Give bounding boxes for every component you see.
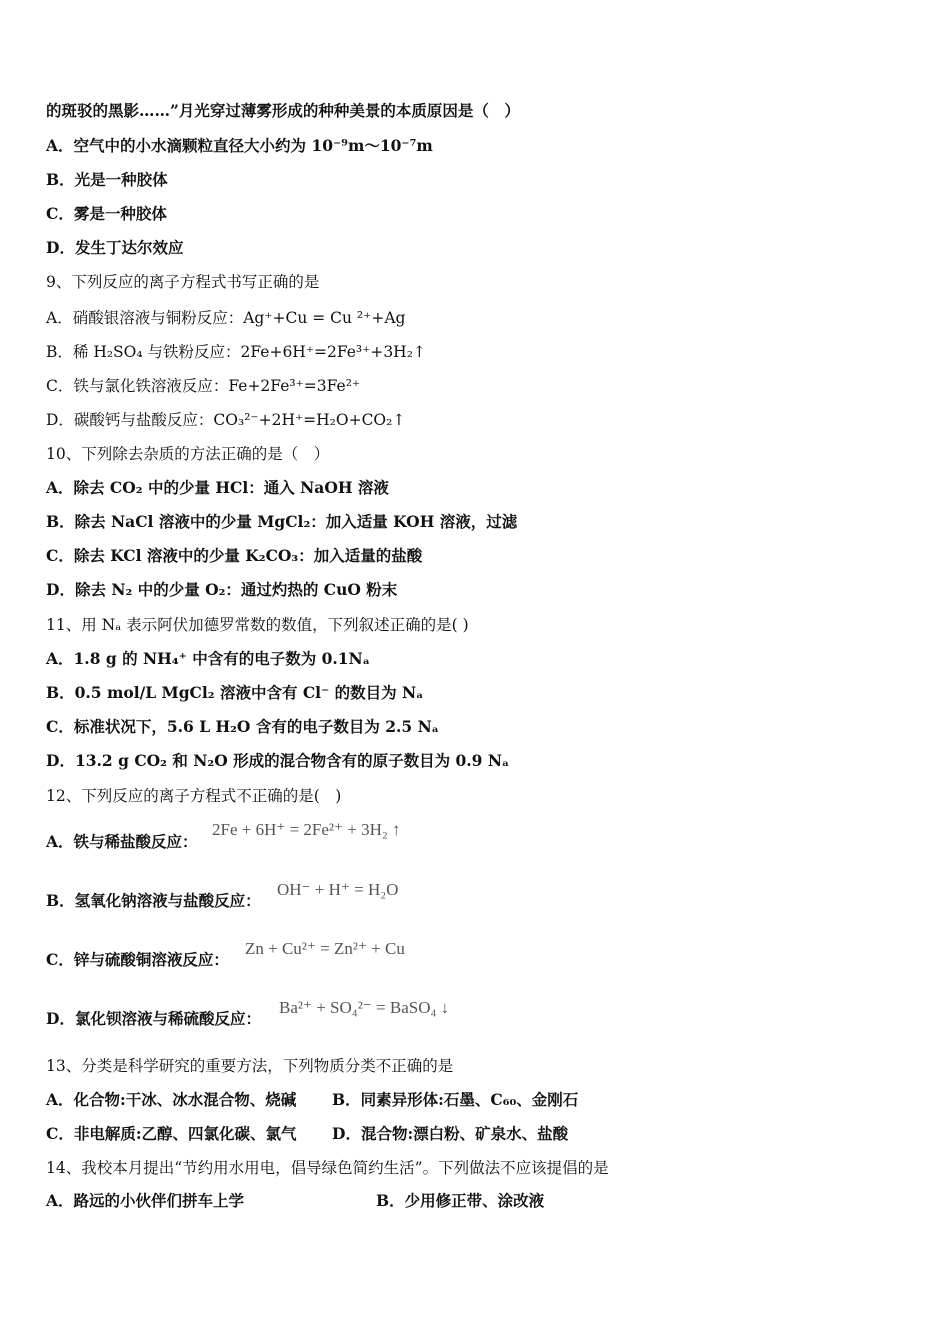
q9-option-b: B．稀 H₂SO₄ 与铁粉反应：2Fe+6H⁺=2Fe³⁺+3H₂↑ bbox=[46, 343, 426, 361]
q11-option-c: C．标准状况下，5.6 L H₂O 含有的电子数目为 2.5 Nₐ bbox=[46, 717, 439, 736]
q12-option-b-label: B．氢氧化钠溶液与盐酸反应： bbox=[46, 891, 261, 910]
q12-option-a-formula: 2Fe + 6H⁺ = 2Fe²⁺ + 3H₂ ↑ bbox=[212, 820, 401, 839]
q13-option-a: A．化合物:干冰、冰水混合物、烧碱 bbox=[46, 1090, 297, 1109]
q8-option-b: B．光是一种胶体 bbox=[46, 170, 168, 189]
q13-stem: 13、分类是科学研究的重要方法，下列物质分类不正确的是 bbox=[46, 1057, 454, 1075]
q10-stem: 10、下列除去杂质的方法正确的是（ ） bbox=[46, 445, 330, 463]
q10-option-c: C．除去 KCl 溶液中的少量 K₂CO₃：加入适量的盐酸 bbox=[46, 546, 423, 565]
q13-option-d: D．混合物:漂白粉、矿泉水、盐酸 bbox=[332, 1124, 569, 1143]
q8-option-a: A．空气中的小水滴颗粒直径大小约为 10⁻⁹m～10⁻⁷m bbox=[46, 136, 433, 155]
q10-option-a: A．除去 CO₂ 中的少量 HCl：通入 NaOH 溶液 bbox=[46, 478, 389, 497]
q10-option-d: D．除去 N₂ 中的少量 O₂：通过灼热的 CuO 粉末 bbox=[46, 580, 398, 599]
q12-stem: 12、下列反应的离子方程式不正确的是( ) bbox=[46, 787, 342, 805]
q11-option-a: A．1.8 g 的 NH₄⁺ 中含有的电子数为 0.1Nₐ bbox=[46, 649, 370, 668]
q11-stem: 11、用 Nₐ 表示阿伏加德罗常数的数值，下列叙述正确的是( ) bbox=[46, 616, 469, 634]
q12-option-d-label: D．氯化钡溶液与稀硫酸反应： bbox=[46, 1009, 261, 1028]
q9-option-c: C．铁与氯化铁溶液反应：Fe+2Fe³⁺=3Fe²⁺ bbox=[46, 377, 361, 395]
q10-option-b: B．除去 NaCl 溶液中的少量 MgCl₂：加入适量 KOH 溶液，过滤 bbox=[46, 512, 518, 531]
q12-option-a-label: A．铁与稀盐酸反应： bbox=[46, 832, 198, 851]
q8-option-d: D．发生丁达尔效应 bbox=[46, 238, 184, 257]
q14-option-b: B．少用修正带、涂改液 bbox=[376, 1191, 545, 1210]
q14-option-a: A．路远的小伙伴们拼车上学 bbox=[46, 1191, 245, 1210]
q13-option-b: B．同素异形体:石墨、C₆₀、金刚石 bbox=[332, 1090, 579, 1109]
q12-option-b-formula: OH⁻ + H⁺ = H₂O bbox=[277, 880, 399, 899]
q11-option-d: D．13.2 g CO₂ 和 N₂O 形成的混合物含有的原子数目为 0.9 Nₐ bbox=[46, 751, 510, 770]
q12-option-c-formula: Zn + Cu²⁺ = Zn²⁺ + Cu bbox=[245, 939, 405, 958]
q8-option-c: C．雾是一种胶体 bbox=[46, 204, 167, 223]
q12-option-d-formula: Ba²⁺ + SO₄²⁻ = BaSO₄ ↓ bbox=[279, 998, 450, 1017]
q9-option-a: A．硝酸银溶液与铜粉反应：Ag⁺+Cu = Cu ²⁺+Ag bbox=[46, 309, 406, 327]
q9-stem: 9、下列反应的离子方程式书写正确的是 bbox=[46, 273, 320, 291]
q14-stem: 14、我校本月提出“节约用水用电，倡导绿色简约生活”。下列做法不应该提倡的是 bbox=[46, 1159, 609, 1177]
q11-option-b: B．0.5 mol/L MgCl₂ 溶液中含有 Cl⁻ 的数目为 Nₐ bbox=[46, 683, 424, 702]
q8-stem-continued: 的斑驳的黑影……”月光穿过薄雾形成的种种美景的本质原因是（ ） bbox=[46, 101, 520, 120]
q9-option-d: D．碳酸钙与盐酸反应：CO₃²⁻+2H⁺=H₂O+CO₂↑ bbox=[46, 411, 406, 429]
q12-option-c-label: C．锌与硫酸铜溶液反应： bbox=[46, 950, 229, 969]
q13-option-c: C．非电解质:乙醇、四氯化碳、氯气 bbox=[46, 1124, 297, 1143]
